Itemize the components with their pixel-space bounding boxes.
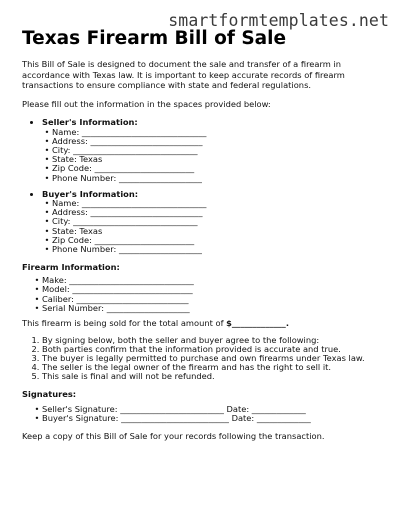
seller-signature-line: ◦ Seller's Signature: _________________________ Date: _____________ [42, 405, 387, 414]
term-item: 1. By signing below, both the seller and buyer agree to the following: [42, 336, 387, 345]
sale-amount-line [22, 318, 387, 329]
seller-heading: Seller's Information: [42, 117, 138, 128]
firearm-serial-field: ◦ Serial Number: ____________________ [42, 304, 387, 313]
buyer-state-field: ◦ State: Texas [52, 227, 387, 236]
buyer-section [42, 190, 387, 254]
document-title: Texas Firearm Bill of Sale [22, 28, 287, 49]
firearm-make-field: ◦ Make: ______________________________ [42, 276, 387, 285]
term-item: 2. Both parties confirm that the information provided is accurate and true. [42, 345, 387, 354]
seller-phone-field: ◦ Phone Number: ____________________ [52, 174, 387, 183]
firearm-caliber-field: ◦ Caliber: ___________________________ [42, 295, 387, 304]
seller-section [42, 118, 387, 182]
document-body [22, 28, 387, 442]
seller-state-field: ◦ State: Texas [52, 155, 387, 164]
seller-zip-field: ◦ Zip Code: ________________________ [52, 164, 387, 173]
seller-address-field: ◦ Address: ___________________________ [52, 137, 387, 146]
buyer-phone-field: ◦ Phone Number: ____________________ [52, 245, 387, 254]
signature-lines [22, 405, 387, 423]
firearm-model-field: ◦ Model: _____________________________ [42, 285, 387, 294]
buyer-fields [42, 199, 387, 254]
buyer-heading: Buyer's Information: [42, 188, 139, 199]
closing-paragraph: Keep a copy of this Bill of Sale for your records following the transaction. [22, 431, 325, 442]
firearm-heading: Firearm Information: [22, 262, 120, 273]
signatures-heading: Signatures: [22, 388, 77, 399]
seller-city-field: ◦ City: ______________________________ [52, 146, 387, 155]
sale-amount-blank: $_____________. [226, 318, 289, 329]
buyer-name-field: ◦ Name: ______________________________ [52, 199, 387, 208]
sale-amount-text: This firearm is being sold for the total amount of [22, 318, 227, 329]
seller-fields [42, 128, 387, 183]
term-item: 5. This sale is final and will not be refunded. [42, 372, 387, 381]
intro-paragraph: This Bill of Sale is designed to document the sale and transfer of a firearm in accordance with Texas law. It is important to keep accurate records of firearm transactions to ensure compliance with state and federal regulations. [22, 59, 345, 91]
term-item: 4. The seller is the legal owner of the firearm and has the right to sell it. [42, 363, 387, 372]
terms-list [22, 336, 387, 382]
instructions-paragraph: Please fill out the information in the spaces provided below: [22, 98, 271, 109]
seller-name-field: ◦ Name: ______________________________ [52, 128, 387, 137]
site-watermark: smartformtemplates.net [168, 11, 389, 30]
buyer-address-field: ◦ Address: ___________________________ [52, 208, 387, 217]
party-information-list [22, 118, 387, 254]
buyer-zip-field: ◦ Zip Code: ________________________ [52, 236, 387, 245]
term-item: 3. The buyer is legally permitted to purchase and own firearms under Texas law. [42, 354, 387, 363]
buyer-signature-line: ◦ Buyer's Signature: __________________________ Date: _____________ [42, 414, 387, 423]
buyer-city-field: ◦ City: ______________________________ [52, 217, 387, 226]
firearm-fields [22, 276, 387, 313]
